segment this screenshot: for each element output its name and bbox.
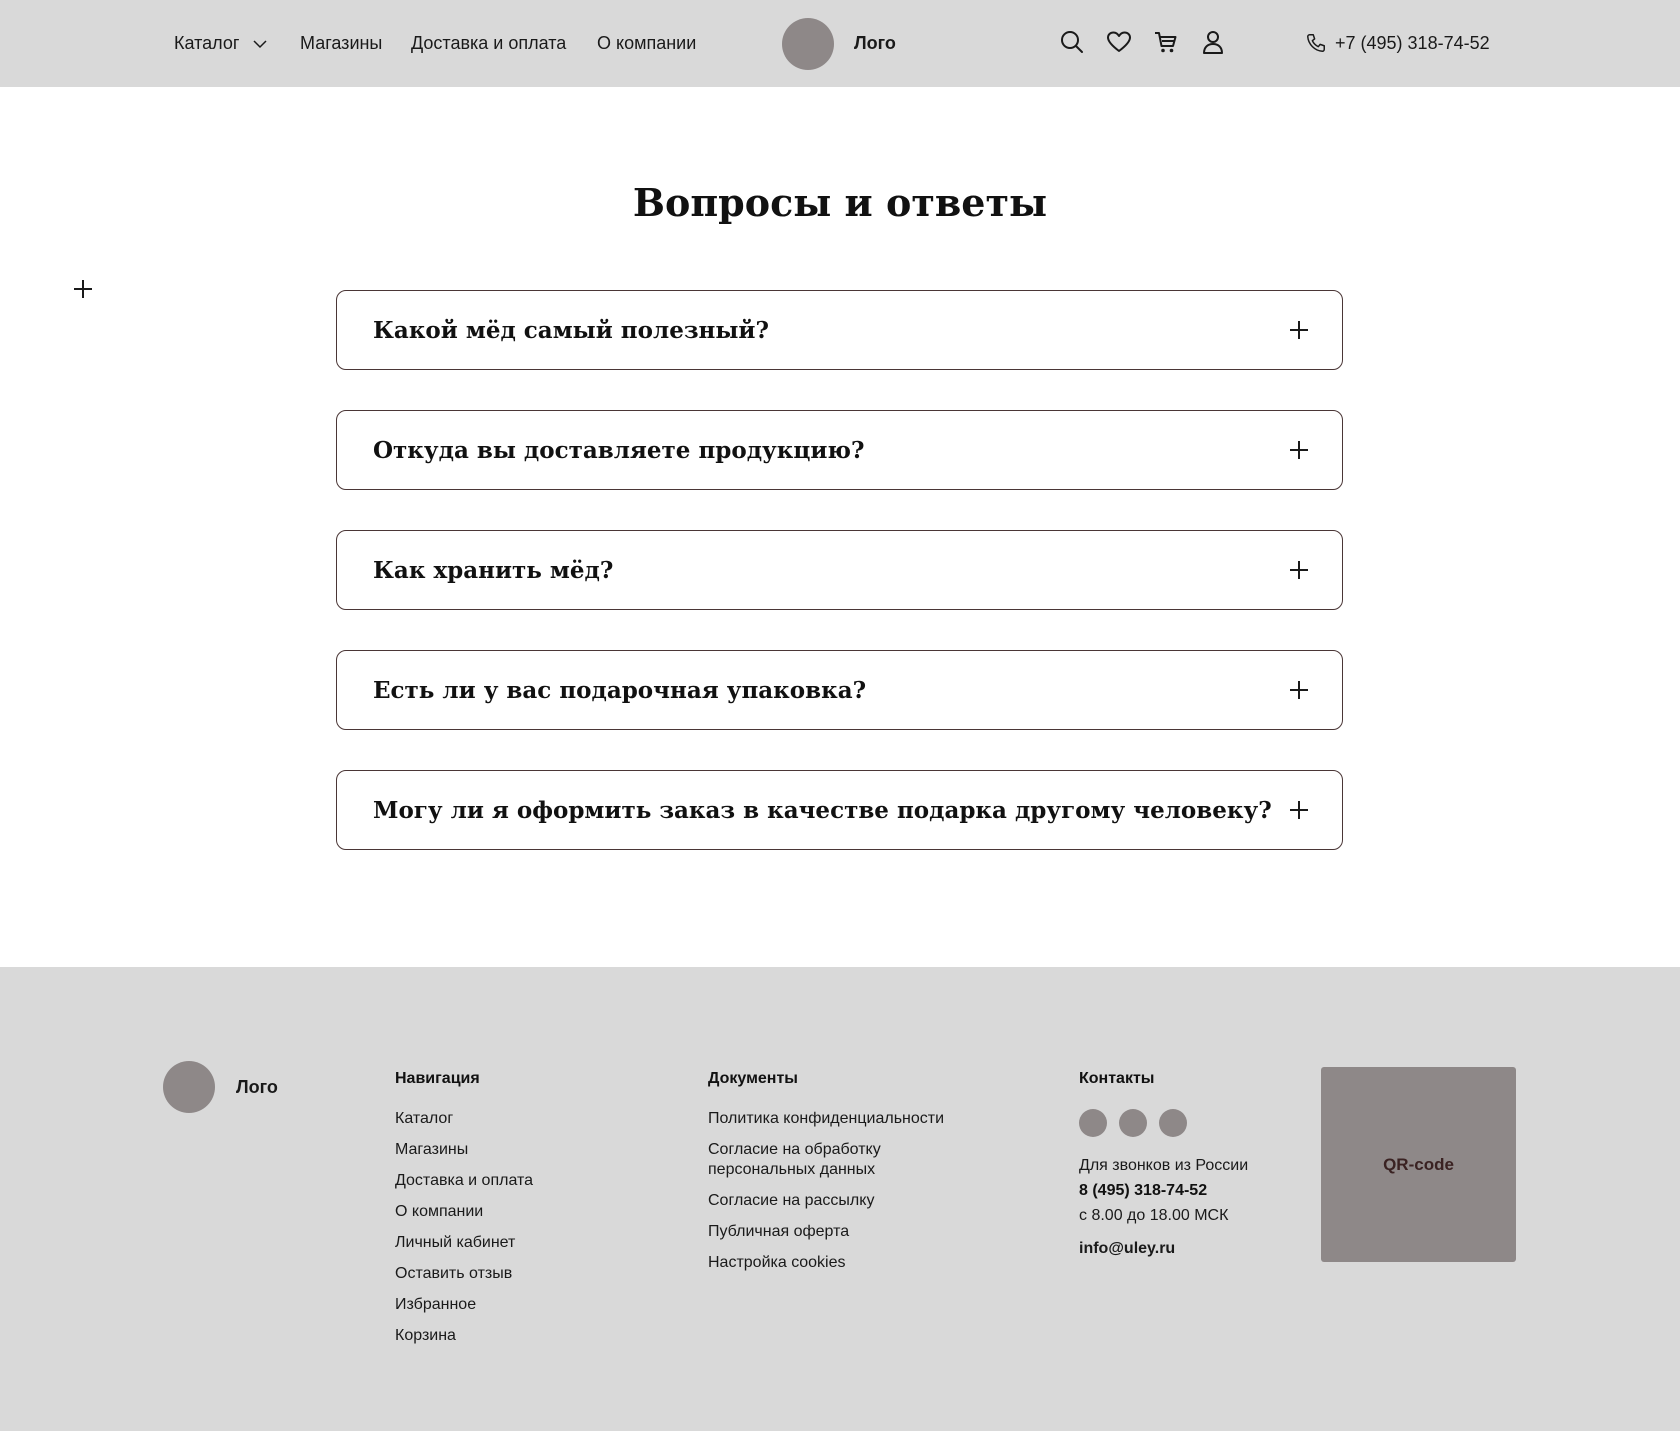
- header-phone[interactable]: [1305, 32, 1490, 54]
- footer-link-catalog[interactable]: Каталог: [395, 1110, 454, 1127]
- footer-link-cookies[interactable]: Настройка cookies: [708, 1254, 846, 1271]
- phone-icon: [1305, 32, 1327, 54]
- plus-icon[interactable]: [1288, 319, 1310, 341]
- footer-logo-text[interactable]: Лого: [236, 1077, 278, 1097]
- nav-catalog[interactable]: [174, 33, 269, 54]
- qr-code-label: QR-code: [1383, 1154, 1454, 1174]
- footer-link-account[interactable]: Личный кабинет: [395, 1234, 516, 1251]
- faq-item[interactable]: [336, 530, 1343, 610]
- heart-icon[interactable]: [1105, 28, 1133, 56]
- logo-text[interactable]: Лого: [854, 33, 896, 53]
- logo-circle[interactable]: [782, 18, 834, 70]
- footer-logo-circle[interactable]: [163, 1061, 215, 1113]
- footer-link-about[interactable]: О компании: [395, 1203, 484, 1220]
- qr-code: [1321, 1067, 1516, 1262]
- footer-navigation-title: Навигация: [395, 1070, 480, 1087]
- nav-delivery[interactable]: [411, 33, 566, 54]
- social-icon[interactable]: [1119, 1109, 1147, 1137]
- search-icon[interactable]: [1058, 28, 1086, 56]
- chevron-down-icon: [251, 35, 269, 53]
- calls-label: Для звонков из России: [1079, 1157, 1249, 1174]
- footer-link-cart[interactable]: Корзина: [395, 1327, 456, 1344]
- footer-documents-title: Документы: [708, 1070, 798, 1087]
- social-icon[interactable]: [1159, 1109, 1187, 1137]
- header-phone-number: +7 (495) 318-74-52: [1335, 32, 1490, 53]
- footer-navigation: [395, 1070, 533, 1357]
- nav-stores-label: Магазины: [300, 33, 383, 53]
- footer-link-stores[interactable]: Магазины: [395, 1141, 469, 1158]
- page-title: Вопросы и ответы: [632, 180, 1048, 225]
- footer-link-delivery[interactable]: Доставка и оплата: [395, 1172, 534, 1189]
- footer-phone[interactable]: 8 (495) 318-74-52: [1079, 1182, 1208, 1199]
- faq-item[interactable]: [336, 650, 1343, 730]
- faq-question: Есть ли у вас подарочная упаковка?: [373, 676, 867, 704]
- footer-email[interactable]: info@uley.ru: [1079, 1240, 1176, 1257]
- plus-icon[interactable]: [1288, 799, 1310, 821]
- nav-stores[interactable]: [300, 33, 382, 54]
- footer-link-newsletter[interactable]: Согласие на рассылку: [708, 1192, 875, 1209]
- footer-link-personal-data[interactable]: Согласие на обработку персональных данных: [708, 1141, 881, 1178]
- faq-list: [336, 290, 1343, 890]
- plus-icon[interactable]: [1288, 439, 1310, 461]
- nav-about-label: О компании: [597, 33, 697, 53]
- nav-about[interactable]: [597, 33, 696, 54]
- user-icon[interactable]: [1199, 28, 1227, 56]
- faq-item[interactable]: [336, 770, 1343, 850]
- nav-delivery-label: Доставка и оплата: [411, 33, 567, 53]
- social-icon[interactable]: [1079, 1109, 1107, 1137]
- faq-item[interactable]: [336, 290, 1343, 370]
- social-links: [1079, 1109, 1248, 1137]
- footer-link-offer[interactable]: Публичная оферта: [708, 1223, 850, 1240]
- footer-documents: [708, 1070, 988, 1284]
- footer-link-review[interactable]: Оставить отзыв: [395, 1265, 513, 1282]
- working-hours: с 8.00 до 18.00 МСК: [1079, 1207, 1229, 1224]
- faq-question: Как хранить мёд?: [373, 556, 614, 584]
- footer-contacts-title: Контакты: [1079, 1070, 1155, 1087]
- footer-link-privacy[interactable]: Политика конфиденциальности: [708, 1110, 945, 1127]
- nav-catalog-label: Каталог: [174, 33, 240, 53]
- faq-question: Откуда вы доставляете продукцию?: [373, 436, 865, 464]
- faq-item[interactable]: [336, 410, 1343, 490]
- faq-question: Какой мёд самый полезный?: [373, 316, 769, 344]
- footer-contacts: [1079, 1070, 1248, 1270]
- plus-icon[interactable]: [1288, 679, 1310, 701]
- plus-icon: [72, 278, 94, 300]
- site-header: [0, 0, 1680, 87]
- plus-icon[interactable]: [1288, 559, 1310, 581]
- faq-question: Могу ли я оформить заказ в качестве подарка другому человеку?: [373, 796, 1272, 824]
- cart-icon[interactable]: [1152, 28, 1180, 56]
- footer-link-favorites[interactable]: Избранное: [395, 1296, 477, 1313]
- site-footer: [0, 967, 1680, 1431]
